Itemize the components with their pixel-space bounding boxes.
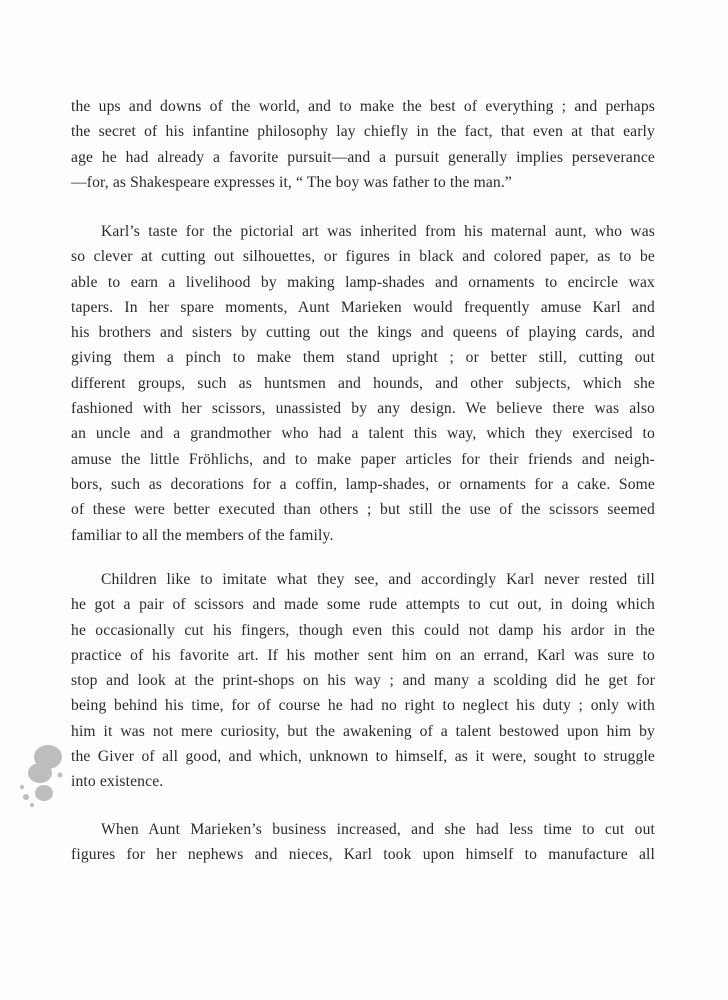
text-line: the Giver of all good, and which, unknown to himself, as it were, sought to struggle xyxy=(71,748,655,766)
text-line: familiar to all the members of the family. xyxy=(71,526,334,544)
ink-smudge xyxy=(14,735,74,810)
text-line: the secret of his infantine philosophy lay chiefly in the fact, that even at that early xyxy=(71,123,655,141)
text-line: figures for her nephews and nieces, Karl took upon himself to manufacture all xyxy=(71,846,655,864)
text-line: age he had already a favorite pursuit—and a pursuit generally implies perseverance xyxy=(71,148,655,166)
paragraph-3 xyxy=(71,567,655,795)
paragraph-4 xyxy=(71,817,655,868)
text-line: he got a pair of scissors and made some rude attempts to cut out, in doing which xyxy=(71,596,655,614)
text-line: stop and look at the print-shops on his way ; and many a scolding did he get for xyxy=(71,672,655,690)
text-line: so clever at cutting out silhouettes, or figures in black and colored paper, as to be xyxy=(71,248,655,266)
text-line: practice of his favorite art. If his mother sent him on an errand, Karl was sure to xyxy=(71,646,655,664)
text-line: the ups and downs of the world, and to make the best of everything ; and perhaps xyxy=(71,98,655,115)
text-line: different groups, such as huntsmen and hounds, and other subjects, which she xyxy=(71,374,655,392)
text-line: giving them a pinch to make them stand upright ; or better still, cutting out xyxy=(71,349,655,367)
text-line: tapers. In her spare moments, Aunt Marieken would frequently amuse Karl and xyxy=(71,298,655,316)
text-line: of these were better executed than others ; but still the use of the scissors seemed xyxy=(71,501,655,519)
text-line: being behind his time, for of course he had no right to neglect his duty ; only with xyxy=(71,697,655,715)
text-line: his brothers and sisters by cutting out the kings and queens of playing cards, and xyxy=(71,324,655,342)
text-line: him it was not mere curiosity, but the awakening of a talent bestowed upon him by xyxy=(71,722,655,740)
paragraph-2 xyxy=(71,219,655,548)
text-line: into existence. xyxy=(71,773,164,791)
text-line: able to earn a livelihood by making lamp-shades and ornaments to encircle wax xyxy=(71,273,655,291)
text-line: Children like to imitate what they see, and accordingly Karl never rested till xyxy=(101,571,655,588)
text-line: Karl’s taste for the pictorial art was inherited from his maternal aunt, who was xyxy=(101,223,655,240)
text-line: When Aunt Marieken’s business increased, and she had less time to cut out xyxy=(101,821,655,838)
text-line: —for, as Shakespeare expresses it, “ The boy was father to the man.” xyxy=(71,173,512,191)
text-line: he occasionally cut his fingers, though even this could not damp his ardor in the xyxy=(71,621,655,639)
text-line: an uncle and a grandmother who had a talent this way, which they exercised to xyxy=(71,425,655,443)
text-line: amuse the little Fröhlichs, and to make paper articles for their friends and neigh- xyxy=(71,450,655,468)
paragraph-1 xyxy=(71,94,655,195)
text-line: fashioned with her scissors, unassisted by any design. We believe there was also xyxy=(71,400,655,418)
text-line: bors, such as decorations for a coffin, lamp-shades, or ornaments for a cake. Some xyxy=(71,475,655,493)
